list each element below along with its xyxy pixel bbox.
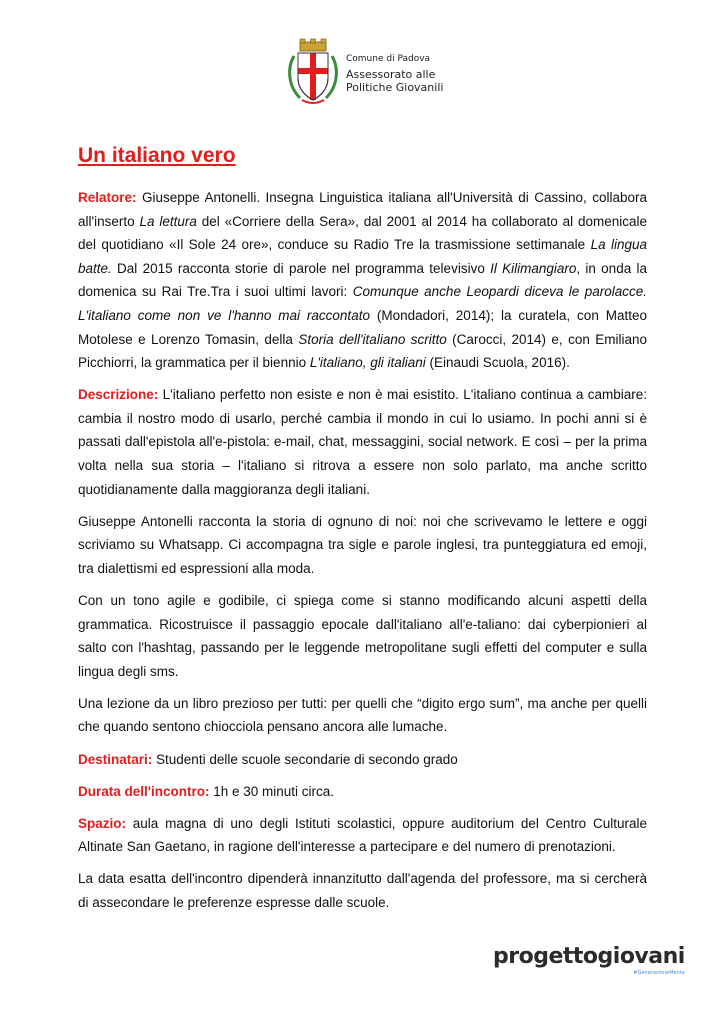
org-dept-line2: Politiche Giovanili <box>346 81 444 94</box>
durata-label: Durata dell'incontro: <box>78 783 210 799</box>
body-paragraph: Una lezione da un libro prezioso per tutti: per quelli che “digito ergo sum”, ma anche per quelli che quando sentono chiocciola pensano ancora alle lumache. <box>78 695 647 735</box>
durata-text: 1h e 30 minuti circa. <box>209 783 335 799</box>
relatore-text-7: (Einaudi Scuola, 2016). <box>425 355 570 371</box>
destinatari-label: Destinatari: <box>78 751 153 767</box>
destinatari-paragraph <box>78 748 647 772</box>
relatore-italic-2: La lingua batte. <box>78 237 647 276</box>
body-paragraph: Con un tono agile e godibile, ci spiega come si stanno modificando alcuni aspetti della grammatica. Ricostruisce il passaggio epocale dall'italiano all'e-taliano: dai cyberpionieri al salto con l'hashtag, passando per le leggende metropolitane sugli effetti del computer e sulla lingua degli sms. <box>78 593 647 679</box>
org-block <box>346 54 443 94</box>
closing-paragraph: La data esatta dell'incontro dipenderà innanzitutto dall'agenda del professore, ma si cercherà di assecondare le preferenze espresse dalle scuole. <box>78 871 647 911</box>
page-title: Un italiano vero <box>78 144 236 167</box>
org-name: Comune di Padova <box>346 54 431 64</box>
logo-text: progettogiovani <box>493 944 685 969</box>
logo-tagline: #GenerazioneMente <box>633 970 685 976</box>
descrizione-paragraph <box>78 383 647 501</box>
descrizione-text: L'italiano perfetto non esiste e non è mai esistito. L'italiano continua a cambiare: cambia il nostro modo di usarlo, perché cambia il mondo in cui lo usiamo. In pochi anni si è passati dall'epistola all'e-pistola: e-mail, chat, messaggini, social network. E così – per la prima volta nella sua storia – l'italiano si ritrova a essere non solo parlato, ma anche scritto quotidianamente dalla maggioranza degli italiani. <box>78 387 647 497</box>
relatore-text-2: del «Corriere della Sera», dal 2001 al 2014 ha collaborato al domenicale del quotidiano «Il Sole 24 ore», conduce su Radio Tre la trasmissione settimanale <box>78 213 647 253</box>
relatore-italic-4: Comunque anche Leopardi diceva le parolacce. L'italiano come non ve l'hanno mai raccontato <box>78 284 647 323</box>
durata-paragraph <box>78 780 647 804</box>
document-body <box>78 186 647 923</box>
relatore-text-5: (Mondadori, 2014); la curatela, con Matteo Motolese e Lorenzo Tomasin, della <box>78 307 647 347</box>
relatore-italic-6: L'italiano, gli italiani <box>309 355 426 371</box>
relatore-text-1: Giuseppe Antonelli. Insegna Linguistica italiana all'Università di Cassino, collabora all'inserto <box>78 190 647 229</box>
spazio-text: aula magna di uno degli Istituti scolastici, oppure auditorium del Centro Culturale Altinate San Gaetano, in ragione dell'interesse a partecipare e del numero di prenotazioni. <box>78 815 647 855</box>
relatore-text-6: (Carocci, 2014) e, con Emiliano Picchiorri, la grammatica per il biennio <box>78 331 647 371</box>
spazio-paragraph <box>78 812 647 859</box>
relatore-text-4: , in onda la domenica su Rai Tre.Tra i suoi ultimi lavori: <box>78 260 647 300</box>
descrizione-label: Descrizione: <box>78 387 159 403</box>
relatore-paragraph <box>78 186 647 375</box>
relatore-italic-3: Il Kilimangiaro <box>490 260 577 276</box>
padova-crest-icon <box>286 38 340 106</box>
spazio-label: Spazio: <box>78 815 127 831</box>
relatore-text-3: Dal 2015 racconta storie di parole nel programma televisivo <box>111 260 491 276</box>
destinatari-text: Studenti delle scuole secondarie di secondo grado <box>152 751 458 767</box>
relatore-italic-5: Storia dell'italiano scritto <box>298 331 447 347</box>
progettogiovani-logo <box>493 944 685 976</box>
body-paragraph: Giuseppe Antonelli racconta la storia di ognuno di noi: noi che scrivevamo le lettere e oggi scriviamo su Whatsapp. Ci accompagna tra sigle e parole inglesi, tra punteggiatura ed emoji, tra dialettismi ed espressioni alla moda. <box>78 513 647 576</box>
relatore-label: Relatore: <box>78 190 137 205</box>
relatore-italic-1: La lettura <box>139 213 197 229</box>
header <box>286 38 443 106</box>
org-dept-line1: Assessorato alle <box>346 68 436 81</box>
